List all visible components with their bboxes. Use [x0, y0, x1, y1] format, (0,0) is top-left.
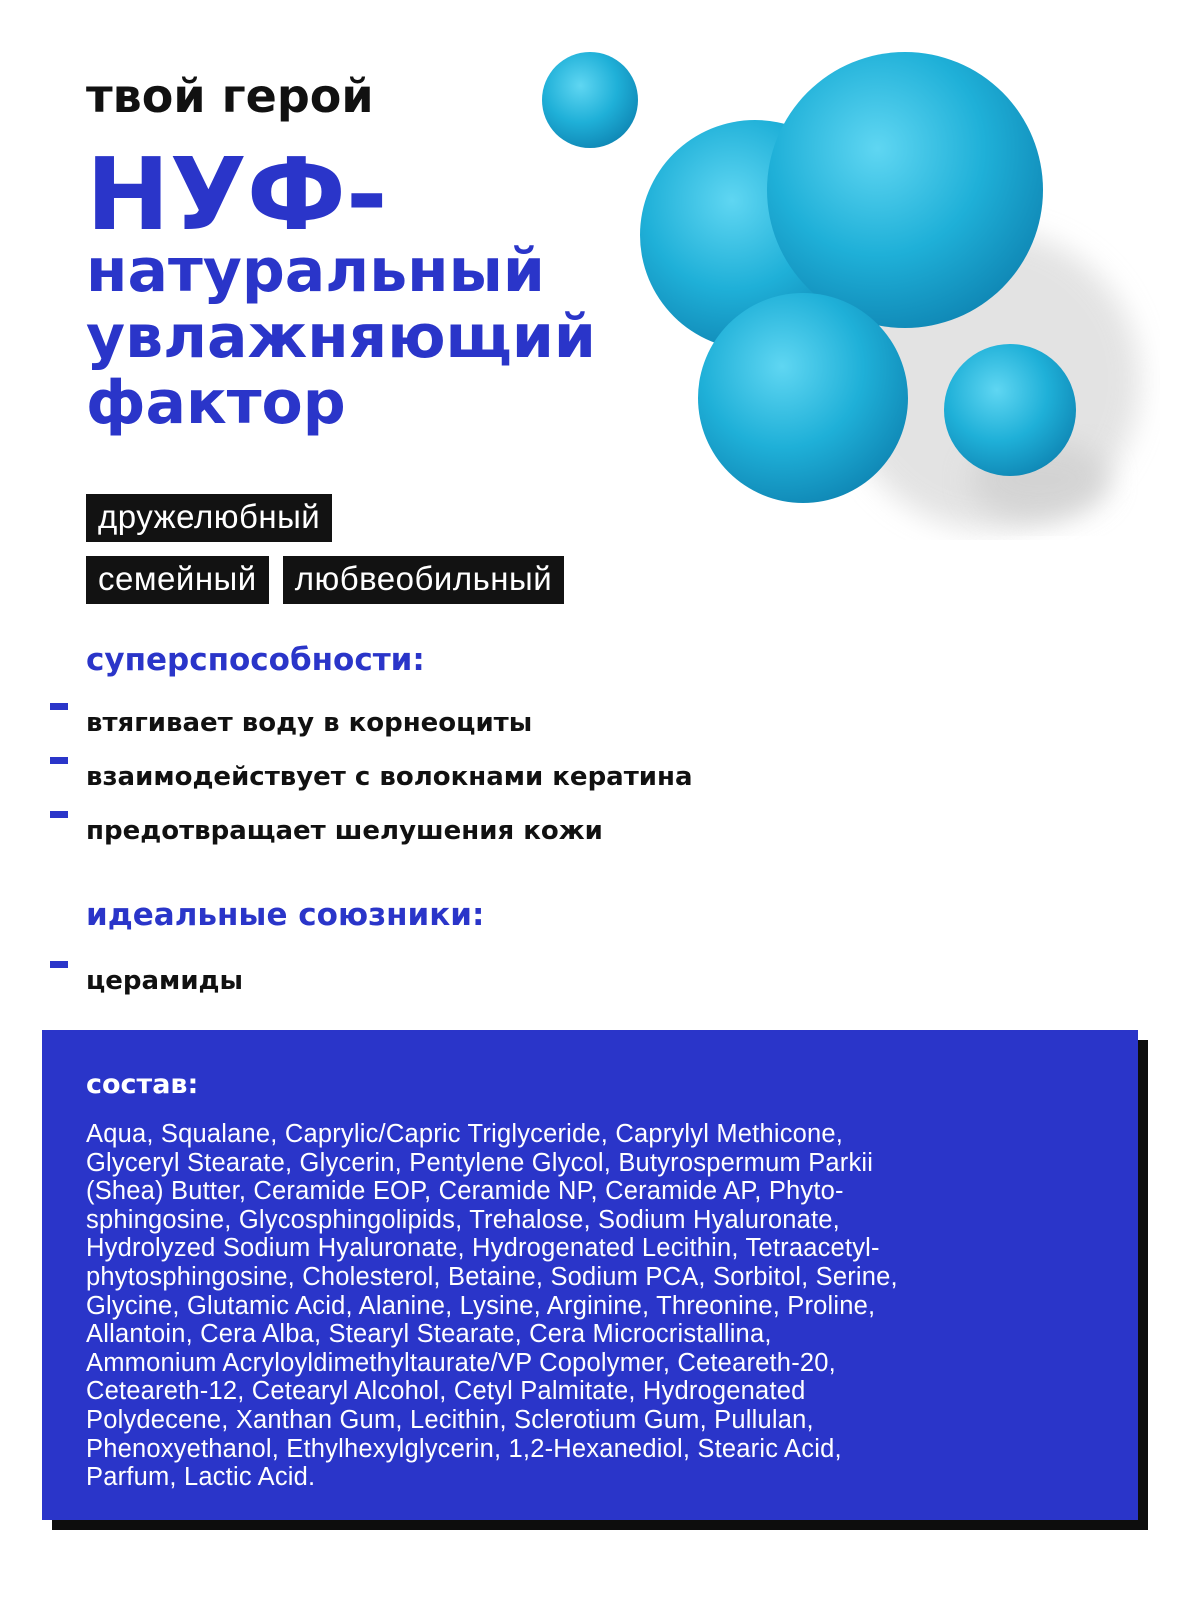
- hero-subtitle-line: натуральный: [86, 236, 545, 306]
- composition-line: sphingosine, Glycosphingolipids, Trehalose, Sodium Hyaluronate,: [86, 1205, 840, 1234]
- composition-line: (Shea) Butter, Ceramide EOP, Ceramide NP, Ceramide AP, Phyto-: [86, 1177, 844, 1206]
- composition-title: состав:: [86, 1069, 199, 1100]
- trait-badge: любвеобильный: [283, 556, 564, 604]
- trait-badge: семейный: [86, 556, 269, 604]
- composition-line: Ammonium Acryloyldimethyltaurate/VP Copolymer, Ceteareth-20,: [86, 1348, 836, 1377]
- composition-line: Hydrolyzed Sodium Hyaluronate, Hydrogenated Lecithin, Tetraacetyl-: [86, 1234, 880, 1263]
- composition-line: phytosphingosine, Cholesterol, Betaine, Sodium PCA, Sorbitol, Serine,: [86, 1262, 898, 1291]
- molecule-illustration: [520, 40, 1160, 540]
- composition-panel: [42, 1030, 1138, 1520]
- trait-badge: дружелюбный: [86, 494, 332, 542]
- composition-line: Glycine, Glutamic Acid, Alanine, Lysine, Arginine, Threonine, Proline,: [86, 1291, 876, 1320]
- composition-line: Glyceryl Stearate, Glycerin, Pentylene Glycol, Butyrospermum Parkii: [86, 1148, 874, 1177]
- hero-subtitle-line: фактор: [86, 368, 346, 438]
- allies-title: идеальные союзники:: [86, 897, 485, 933]
- dash-icon: [50, 961, 68, 968]
- hero-subtitle-line: увлажняющий: [86, 302, 596, 372]
- molecule-sphere: [767, 52, 1043, 328]
- molecule-sphere: [944, 344, 1076, 476]
- dash-icon: [50, 811, 68, 818]
- composition-line: Phenoxyethanol, Ethylhexylglycerin, 1,2-Hexanediol, Stearic Acid,: [86, 1434, 842, 1463]
- traits: [86, 494, 564, 618]
- dash-icon: [50, 757, 68, 764]
- molecule-sphere: [698, 293, 908, 503]
- superpowers-title: суперспособности:: [86, 642, 425, 678]
- dash-icon: [50, 703, 68, 710]
- molecule-sphere: [542, 52, 638, 148]
- composition-line: Polydecene, Xanthan Gum, Lecithin, Sclerotium Gum, Pullulan,: [86, 1405, 814, 1434]
- hero-label: твой герой: [86, 69, 374, 123]
- composition-line: Aqua, Squalane, Caprylic/Capric Triglyceride, Caprylyl Methicone,: [86, 1120, 844, 1148]
- composition-line: Allantoin, Cera Alba, Stearyl Stearate, Cera Microcristallina,: [86, 1320, 772, 1349]
- hero-name: НУФ-: [86, 136, 388, 253]
- composition-line: Parfum, Lactic Acid.: [86, 1463, 316, 1492]
- composition-line: Ceteareth-12, Cetearyl Alcohol, Cetyl Palmitate, Hydrogenated: [86, 1377, 806, 1406]
- composition-text: [86, 1120, 1106, 1492]
